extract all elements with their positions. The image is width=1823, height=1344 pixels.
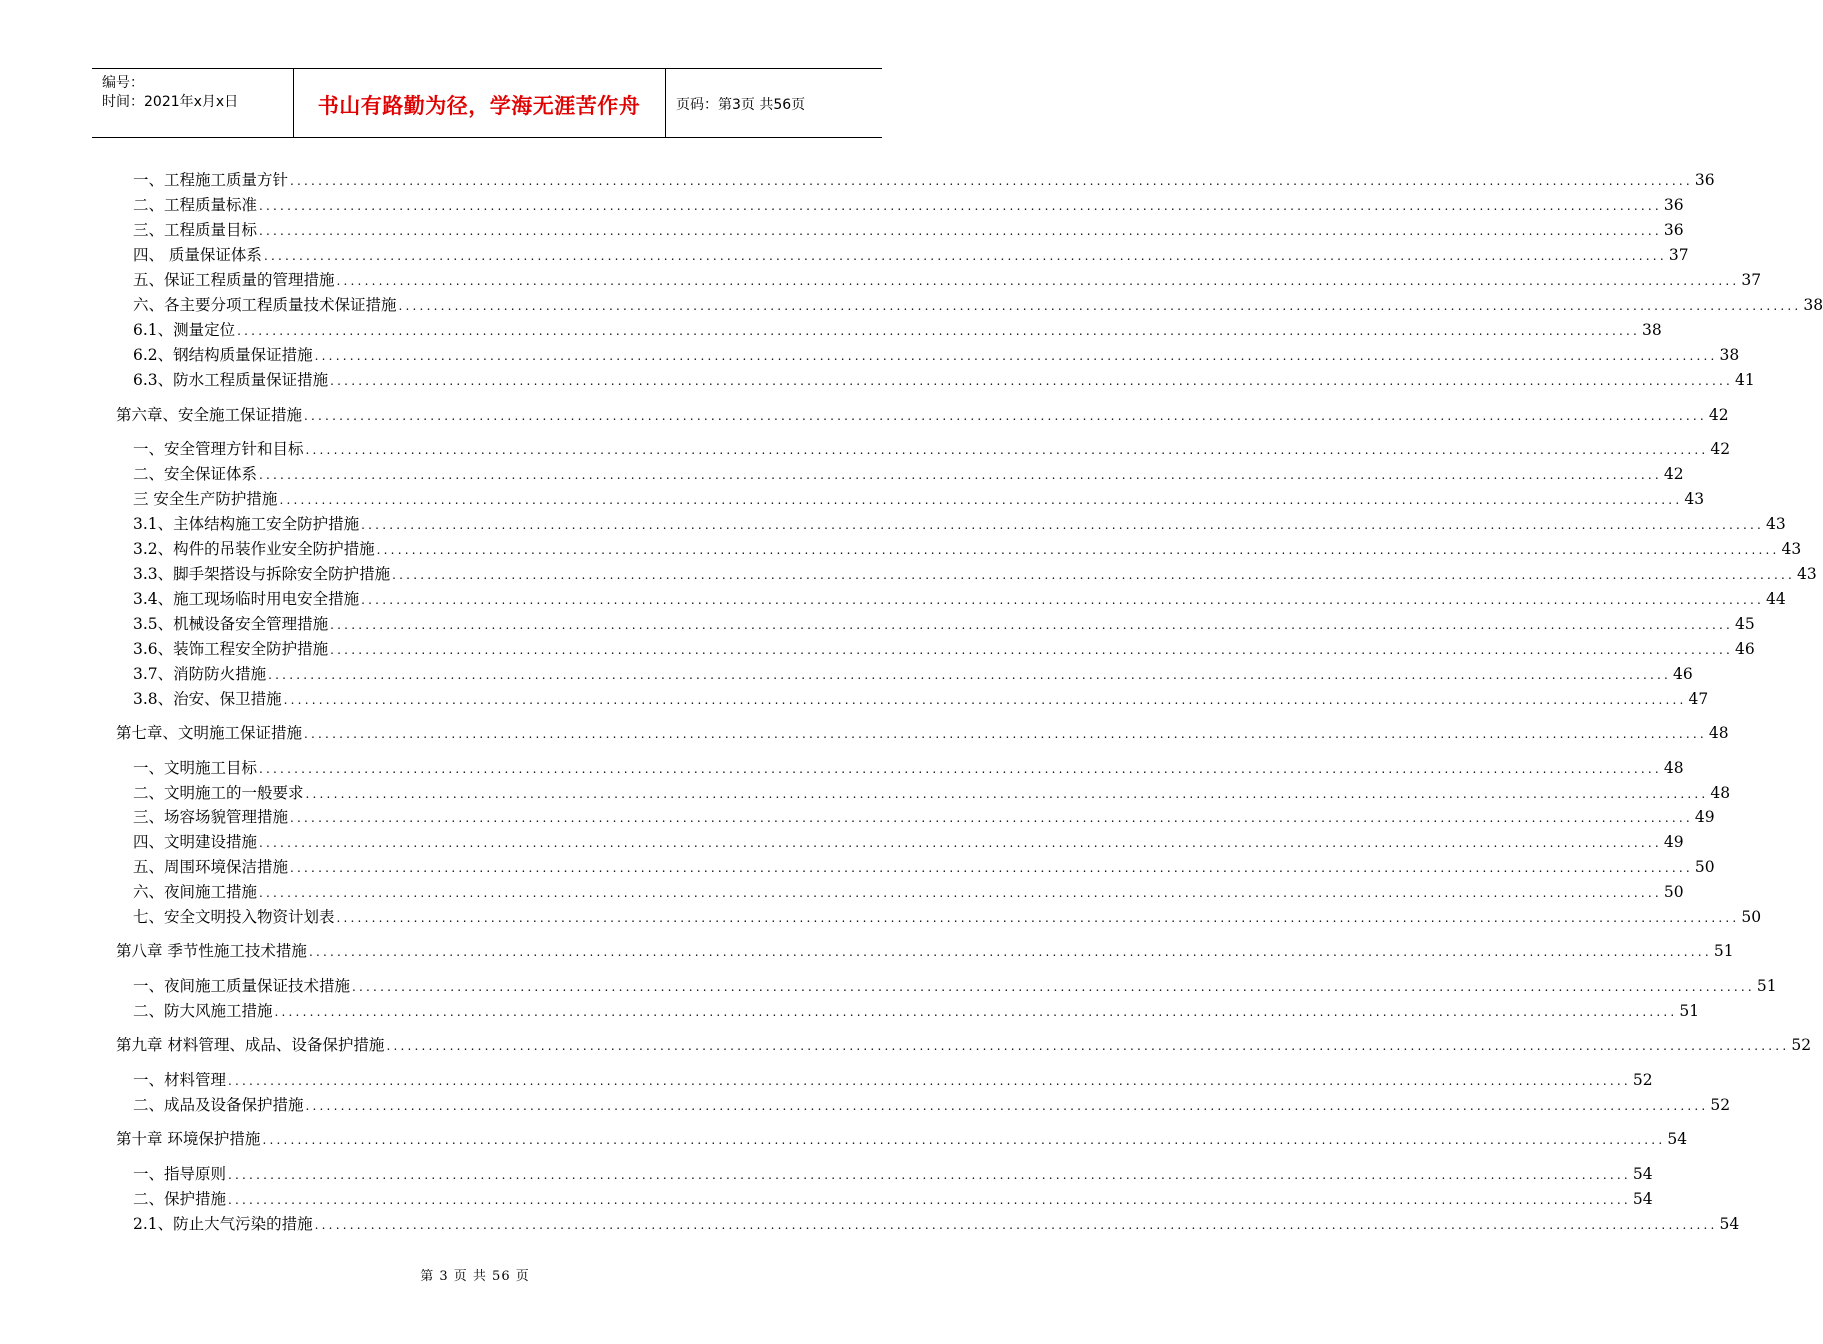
toc-entry-title: 二、文明施工的一般要求 (133, 784, 304, 802)
toc-entry[interactable] (133, 1070, 1653, 1090)
toc-dot-leader: ........................................................................................................................................................................................................ (259, 836, 1662, 850)
toc-entry-title: 第八章 季节性施工技术措施 (116, 942, 307, 960)
toc-entry-page-number: 38 (1803, 296, 1823, 314)
toc-entry-page-number: 41 (1735, 371, 1755, 389)
toc-entry-title: 一、材料管理 (133, 1071, 227, 1089)
toc-entry-title: 第十章 环境保护措施 (116, 1130, 261, 1148)
toc-entry-title: 一、指导原则 (133, 1165, 227, 1183)
toc-entry-page-number: 54 (1632, 1190, 1653, 1208)
toc-entry-page-number: 43 (1684, 490, 1705, 508)
toc-entry-page-number: 46 (1673, 665, 1693, 683)
toc-dot-leader: ........................................................................................................................................................................................................ (259, 468, 1662, 482)
toc-entry-page-number: 48 (1708, 724, 1729, 742)
toc-entry-page-number: 48 (1663, 759, 1684, 777)
toc-entry-page-number: 50 (1741, 908, 1762, 926)
toc-dot-leader: ........................................................................................................................................................................................................ (392, 568, 1796, 582)
toc-entry-page-number: 47 (1688, 690, 1709, 708)
toc-entry[interactable] (133, 489, 1705, 509)
toc-entry-title: 四、 质量保证体系 (133, 246, 262, 264)
page-footer: 第 3 页 共 56 页 (420, 1269, 530, 1284)
toc-dot-leader: ........................................................................................................................................................................................................ (274, 1005, 1678, 1019)
toc-entry[interactable] (116, 1129, 1688, 1149)
toc-entry[interactable] (133, 295, 1823, 315)
toc-entry[interactable] (133, 370, 1755, 390)
toc-dot-leader: ........................................................................................................................................................................................................ (279, 493, 1683, 507)
toc-dot-leader: ........................................................................................................................................................................................................ (259, 199, 1662, 213)
toc-dot-leader: ........................................................................................................................................................................................................ (228, 1168, 1631, 1182)
toc-entry[interactable] (133, 882, 1684, 902)
toc-dot-leader: ........................................................................................................................................................................................................ (263, 249, 1667, 263)
toc-entry[interactable] (133, 614, 1755, 634)
toc-entry[interactable] (133, 976, 1777, 996)
toc-entry[interactable] (133, 589, 1786, 609)
toc-entry-page-number: 51 (1713, 942, 1734, 960)
toc-dot-leader: ........................................................................................................................................................................................................ (262, 1133, 1666, 1147)
toc-entry-page-number: 42 (1710, 440, 1731, 458)
toc-entry-page-number: 51 (1679, 1002, 1700, 1020)
toc-dot-leader: ........................................................................................................................................................................................................ (386, 1039, 1790, 1053)
toc-entry-page-number: 50 (1663, 883, 1684, 901)
toc-dot-leader: ........................................................................................................................................................................................................ (314, 349, 1718, 363)
toc-entry[interactable] (133, 689, 1709, 709)
toc-entry-title: 二、防大风施工措施 (133, 1002, 273, 1020)
toc-entry-page-number: 51 (1756, 977, 1777, 995)
toc-entry-title: 三 安全生产防护措施 (133, 490, 278, 508)
toc-entry[interactable] (133, 539, 1802, 559)
toc-entry-page-number: 46 (1735, 640, 1755, 658)
toc-entry[interactable] (133, 439, 1731, 459)
toc-entry-title: 二、成品及设备保护措施 (133, 1096, 304, 1114)
toc-dot-leader: ........................................................................................................................................................................................................ (228, 1074, 1631, 1088)
toc-entry-title: 3.8、治安、保卫措施 (133, 690, 282, 708)
toc-entry-title: 6.2、钢结构质量保证措施 (133, 346, 313, 364)
toc-dot-leader: ........................................................................................................................................................................................................ (304, 409, 1707, 423)
toc-entry[interactable] (133, 857, 1715, 877)
toc-dot-leader: ........................................................................................................................................................................................................ (290, 861, 1693, 875)
toc-dot-leader: ........................................................................................................................................................................................................ (398, 299, 1802, 313)
toc-entry-title: 6.3、防水工程质量保证措施 (133, 371, 329, 389)
toc-entry-page-number: 36 (1694, 171, 1715, 189)
toc-entry-title: 2.1、防止大气污染的措施 (133, 1215, 313, 1233)
toc-entry[interactable] (116, 405, 1729, 425)
toc-entry-title: 四、文明建设措施 (133, 833, 258, 851)
toc-entry-page-number: 37 (1668, 246, 1689, 264)
toc-entry-title: 二、工程质量标准 (133, 196, 258, 214)
toc-dot-leader: ........................................................................................................................................................................................................ (330, 618, 1734, 632)
toc-dot-leader: ........................................................................................................................................................................................................ (314, 1218, 1718, 1232)
toc-entry-page-number: 52 (1710, 1096, 1731, 1114)
toc-dot-leader: ........................................................................................................................................................................................................ (330, 374, 1734, 388)
document-number-label: 编号： (102, 75, 144, 91)
toc-entry-title: 七、安全文明投入物资计划表 (133, 908, 335, 926)
header-info-cell (92, 69, 294, 137)
toc-dot-leader: ........................................................................................................................................................................................................ (336, 274, 1740, 288)
toc-entry[interactable] (133, 1164, 1653, 1184)
toc-entry[interactable] (133, 1001, 1700, 1021)
toc-entry-title: 五、保证工程质量的管理措施 (133, 271, 335, 289)
toc-dot-leader: ........................................................................................................................................................................................................ (304, 727, 1707, 741)
toc-entry[interactable] (133, 170, 1715, 190)
header-page-info: 页码：第3页 共56页 (676, 97, 806, 113)
toc-entry-title: 六、各主要分项工程质量技术保证措施 (133, 296, 397, 314)
toc-dot-leader: ........................................................................................................................................................................................................ (259, 762, 1662, 776)
toc-dot-leader: ........................................................................................................................................................................................................ (352, 980, 1755, 994)
toc-entry-title: 3.3、脚手架搭设与拆除安全防护措施 (133, 565, 391, 583)
toc-entry-page-number: 43 (1781, 540, 1802, 558)
toc-entry-title: 五、周围环境保洁措施 (133, 858, 289, 876)
toc-entry-page-number: 42 (1708, 406, 1729, 424)
page-header (92, 68, 882, 138)
toc-entry-page-number: 54 (1719, 1215, 1740, 1233)
toc-entry-page-number: 45 (1735, 615, 1755, 633)
toc-entry-page-number: 54 (1632, 1165, 1653, 1183)
toc-dot-leader: ........................................................................................................................................................................................................ (376, 543, 1780, 557)
toc-dot-leader: ........................................................................................................................................................................................................ (361, 593, 1765, 607)
toc-dot-leader: ........................................................................................................................................................................................................ (259, 886, 1662, 900)
toc-entry-title: 一、安全管理方针和目标 (133, 440, 304, 458)
header-motto-cell (293, 69, 666, 137)
toc-entry-title: 3.6、装饰工程安全防护措施 (133, 640, 329, 658)
toc-entry-title: 3.4、施工现场临时用电安全措施 (133, 590, 360, 608)
toc-entry-title: 一、夜间施工质量保证技术措施 (133, 977, 351, 995)
toc-entry[interactable] (133, 1189, 1653, 1209)
toc-entry-page-number: 52 (1632, 1071, 1653, 1089)
toc-dot-leader: ........................................................................................................................................................................................................ (336, 911, 1740, 925)
toc-entry[interactable] (133, 1095, 1731, 1115)
toc-entry-title: 六、夜间施工措施 (133, 883, 258, 901)
toc-entry-page-number: 44 (1766, 590, 1786, 608)
toc-dot-leader: ........................................................................................................................................................................................................ (308, 945, 1712, 959)
toc-entry-page-number: 38 (1642, 321, 1662, 339)
toc-dot-leader: ........................................................................................................................................................................................................ (305, 787, 1709, 801)
toc-entry-page-number: 42 (1663, 465, 1684, 483)
toc-entry-title: 3.1、主体结构施工安全防护措施 (133, 515, 360, 533)
toc-entry[interactable] (116, 1035, 1812, 1055)
toc-entry-title: 三、工程质量目标 (133, 221, 258, 239)
toc-entry[interactable] (133, 832, 1684, 852)
toc-entry-page-number: 43 (1766, 515, 1786, 533)
toc-entry[interactable] (133, 758, 1684, 778)
toc-entry-title: 二、安全保证体系 (133, 465, 258, 483)
toc-entry[interactable] (133, 514, 1786, 534)
toc-entry-page-number: 48 (1710, 784, 1731, 802)
toc-dot-leader: ........................................................................................................................................................................................................ (305, 1099, 1709, 1113)
toc-entry-title: 三、场容场貌管理措施 (133, 808, 289, 826)
toc-dot-leader: ........................................................................................................................................................................................................ (290, 811, 1693, 825)
toc-entry-title: 第九章 材料管理、成品、设备保护措施 (116, 1036, 385, 1054)
toc-entry-title: 二、保护措施 (133, 1190, 227, 1208)
toc-entry-title: 第六章、安全施工保证措施 (116, 406, 303, 424)
document-time-label: 时间：2021年x月x日 (102, 94, 239, 110)
header-motto: 书山有路勤为径，学海无涯苦作舟 (317, 94, 641, 118)
toc-entry-page-number: 36 (1663, 196, 1684, 214)
toc-entry[interactable] (133, 345, 1740, 365)
toc-entry-title: 3.7、消防防火措施 (133, 665, 267, 683)
toc-entry[interactable] (116, 941, 1734, 961)
header-page-cell (666, 69, 882, 137)
toc-entry-title: 第七章、文明施工保证措施 (116, 724, 303, 742)
toc-entry-title: 一、文明施工目标 (133, 759, 258, 777)
toc-dot-leader: ........................................................................................................................................................................................................ (305, 443, 1709, 457)
toc-entry[interactable] (116, 723, 1729, 743)
toc-entry-title: 3.2、构件的吊装作业安全防护措施 (133, 540, 375, 558)
toc-entry[interactable] (133, 664, 1693, 684)
toc-entry-page-number: 43 (1797, 565, 1817, 583)
toc-dot-leader: ........................................................................................................................................................................................................ (237, 324, 1641, 338)
toc-entry-page-number: 49 (1663, 833, 1684, 851)
toc-entry-title: 6.1、测量定位 (133, 321, 236, 339)
toc-entry-title: 3.5、机械设备安全管理措施 (133, 615, 329, 633)
toc-entry[interactable] (133, 320, 1662, 340)
toc-dot-leader: ........................................................................................................................................................................................................ (330, 643, 1734, 657)
toc-entry-page-number: 37 (1741, 271, 1762, 289)
toc-entry-page-number: 49 (1694, 808, 1715, 826)
toc-dot-leader: ........................................................................................................................................................................................................ (228, 1193, 1631, 1207)
toc-dot-leader: ........................................................................................................................................................................................................ (283, 693, 1687, 707)
toc-entry[interactable] (133, 245, 1689, 265)
toc-entry-page-number: 52 (1791, 1036, 1812, 1054)
toc-entry-page-number: 38 (1719, 346, 1740, 364)
toc-entry[interactable] (133, 1214, 1740, 1234)
toc-entry[interactable] (133, 783, 1731, 803)
toc-dot-leader: ........................................................................................................................................................................................................ (259, 224, 1662, 238)
toc-entry-page-number: 50 (1694, 858, 1715, 876)
toc-entry[interactable] (133, 270, 1762, 290)
toc-entry[interactable] (133, 807, 1715, 827)
toc-entry[interactable] (133, 564, 1817, 584)
toc-entry[interactable] (133, 464, 1684, 484)
toc-dot-leader: ........................................................................................................................................................................................................ (268, 668, 1672, 682)
toc-entry-title: 一、工程施工质量方针 (133, 171, 289, 189)
toc-entry[interactable] (133, 907, 1762, 927)
toc-entry[interactable] (133, 220, 1684, 240)
toc-dot-leader: ........................................................................................................................................................................................................ (290, 174, 1693, 188)
toc-entry[interactable] (133, 195, 1684, 215)
toc-entry-page-number: 36 (1663, 221, 1684, 239)
toc-entry[interactable] (133, 639, 1755, 659)
toc-dot-leader: ........................................................................................................................................................................................................ (361, 518, 1765, 532)
toc-entry-page-number: 54 (1667, 1130, 1688, 1148)
